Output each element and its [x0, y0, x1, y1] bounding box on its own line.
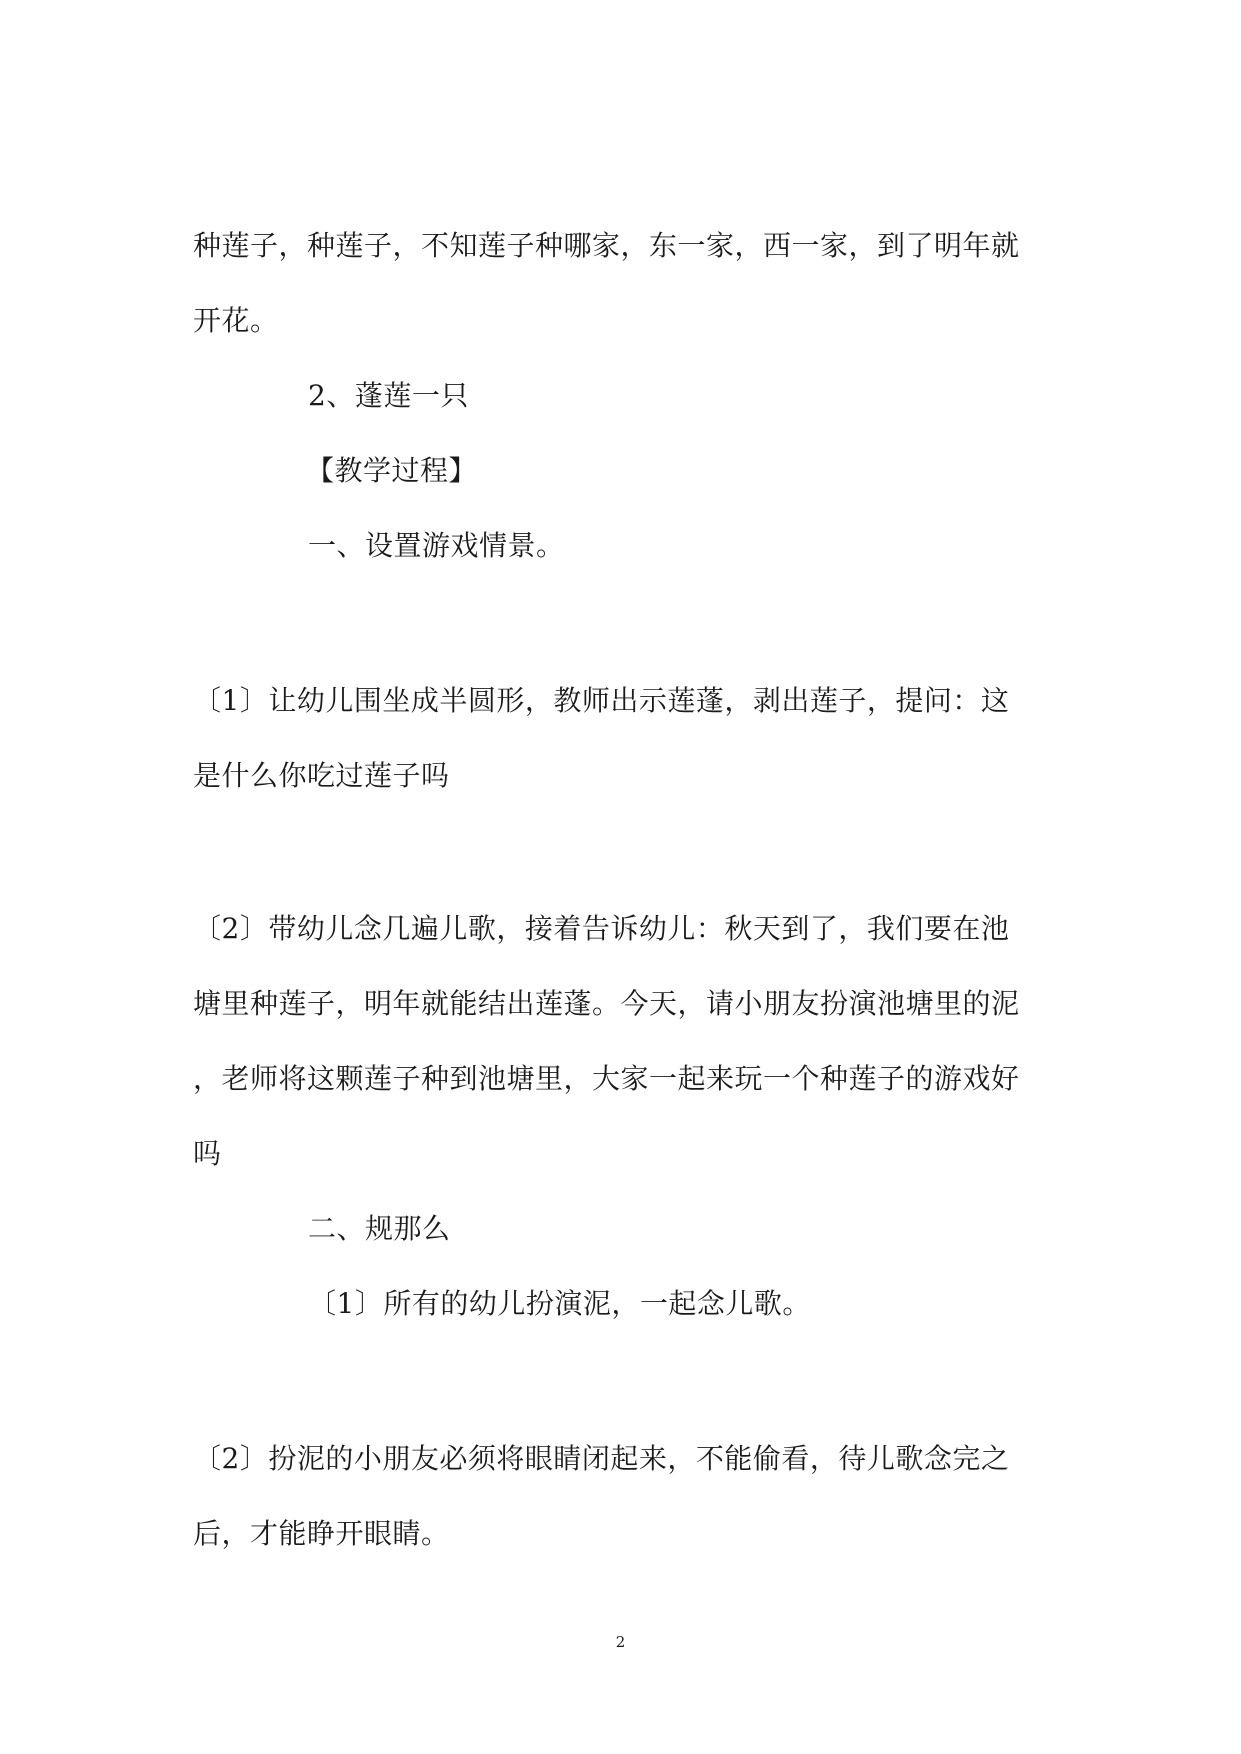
section-heading: 二、规那么: [308, 1212, 451, 1245]
section-heading: 一、设置游戏情景。: [308, 529, 565, 562]
section-heading: 【教学过程】: [306, 454, 478, 487]
paragraph-line: 〔2〕扮泥的小朋友必须将眼睛闭起来，不能偷看，待儿歌念完之: [193, 1442, 1010, 1475]
paragraph-line: 后，才能睁开眼睛。: [193, 1517, 450, 1550]
page-number: 2: [615, 1633, 626, 1651]
paragraph-line: 吗: [193, 1137, 222, 1170]
paragraph-line: 塘里种莲子，明年就能结出莲蓬。今天，请小朋友扮演池塘里的泥: [193, 987, 1020, 1020]
paragraph-line: 〔1〕让幼儿围坐成半圆形，教师出示莲蓬，剥出莲子，提问：这: [193, 684, 1010, 717]
paragraph-line: ，老师将这颗莲子种到池塘里，大家一起来玩一个种莲子的游戏好: [193, 1062, 1020, 1095]
paragraph-line: 〔1〕所有的幼儿扮演泥，一起念儿歌。: [308, 1287, 811, 1320]
paragraph-line: 种莲子，种莲子，不知莲子种哪家，东一家，西一家，到了明年就: [193, 229, 1020, 262]
paragraph-line: 开花。: [193, 304, 279, 337]
paragraph-line: 〔2〕带幼儿念几遍儿歌，接着告诉幼儿：秋天到了，我们要在池: [193, 912, 1010, 945]
section-heading: 2、蓬莲一只: [308, 379, 469, 412]
paragraph-line: 是什么你吃过莲子吗: [193, 759, 450, 792]
